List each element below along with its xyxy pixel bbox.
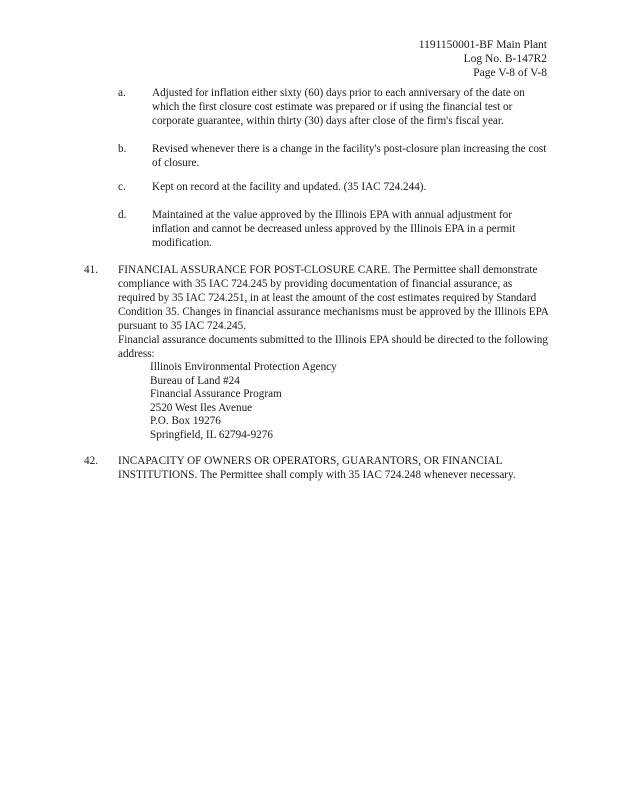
- header-facility-id: 1191150001-BF Main Plant: [418, 39, 547, 51]
- address-line: Illinois Environmental Protection Agency: [150, 361, 337, 373]
- header-log-number: Log No. B-147R2: [463, 53, 547, 65]
- mailing-address: [150, 361, 337, 443]
- condition-41-address-intro: Financial assurance documents submitted to the Illinois EPA should be directed to the following address:: [118, 334, 548, 360]
- address-line: Bureau of Land #24: [150, 374, 240, 387]
- subitem-letter: b.: [118, 143, 127, 155]
- condition-41: [84, 263, 552, 361]
- address-line: Springfield, IL 62794-9276: [150, 428, 273, 441]
- subitem-a: [118, 86, 548, 128]
- subitem-c: [118, 180, 548, 194]
- subitem-b: [118, 142, 548, 170]
- header-page-number: Page V-8 of V-8: [473, 67, 547, 79]
- condition-42: [84, 454, 552, 482]
- condition-42-text: INCAPACITY OF OWNERS OR OPERATORS, GUARANTORS, OR FINANCIAL INSTITUTIONS. The Permittee shall comply with 35 IAC 724.248 whenever necessary.: [118, 455, 516, 481]
- condition-number: 42.: [84, 455, 98, 467]
- subitem-text: Revised whenever there is a change in the facility's post-closure plan increasing the cost of closure.: [152, 143, 547, 169]
- subitem-d: [118, 208, 548, 250]
- address-line: Financial Assurance Program: [150, 388, 282, 401]
- subitem-text: Kept on record at the facility and updated. (35 IAC 724.244).: [152, 181, 427, 193]
- condition-41-paragraph: FINANCIAL ASSURANCE FOR POST-CLOSURE CARE. The Permittee shall demonstrate compliance with 35 IAC 724.245 by providing documentation of financial assurance, as required by 35 IAC 724.251, in at least the amount of the cost estimates required by Standard Condition 35. Changes in financial assurance mechanisms must be approved by the Illinois EPA pursuant to 35 IAC 724.245.: [118, 264, 549, 332]
- condition-number: 41.: [84, 264, 98, 276]
- subitem-letter: a.: [118, 87, 126, 99]
- address-line: 2520 West Iles Avenue: [150, 401, 253, 414]
- subitem-letter: c.: [118, 181, 126, 193]
- subitem-text: Maintained at the value approved by the Illinois EPA with annual adjustment for inflation and cannot be decreased unless approved by the Illinois EPA in a permit modification.: [152, 209, 516, 249]
- subitem-letter: d.: [118, 209, 127, 221]
- page-header: [419, 38, 547, 80]
- subitem-text: Adjusted for inflation either sixty (60) days prior to each anniversary of the date on which the first closure cost estimate was prepared or if using the financial test or corporate guarantee, within thirty (30) days after close of the firm's fiscal year.: [152, 87, 525, 127]
- address-line: P.O. Box 19276: [150, 415, 221, 428]
